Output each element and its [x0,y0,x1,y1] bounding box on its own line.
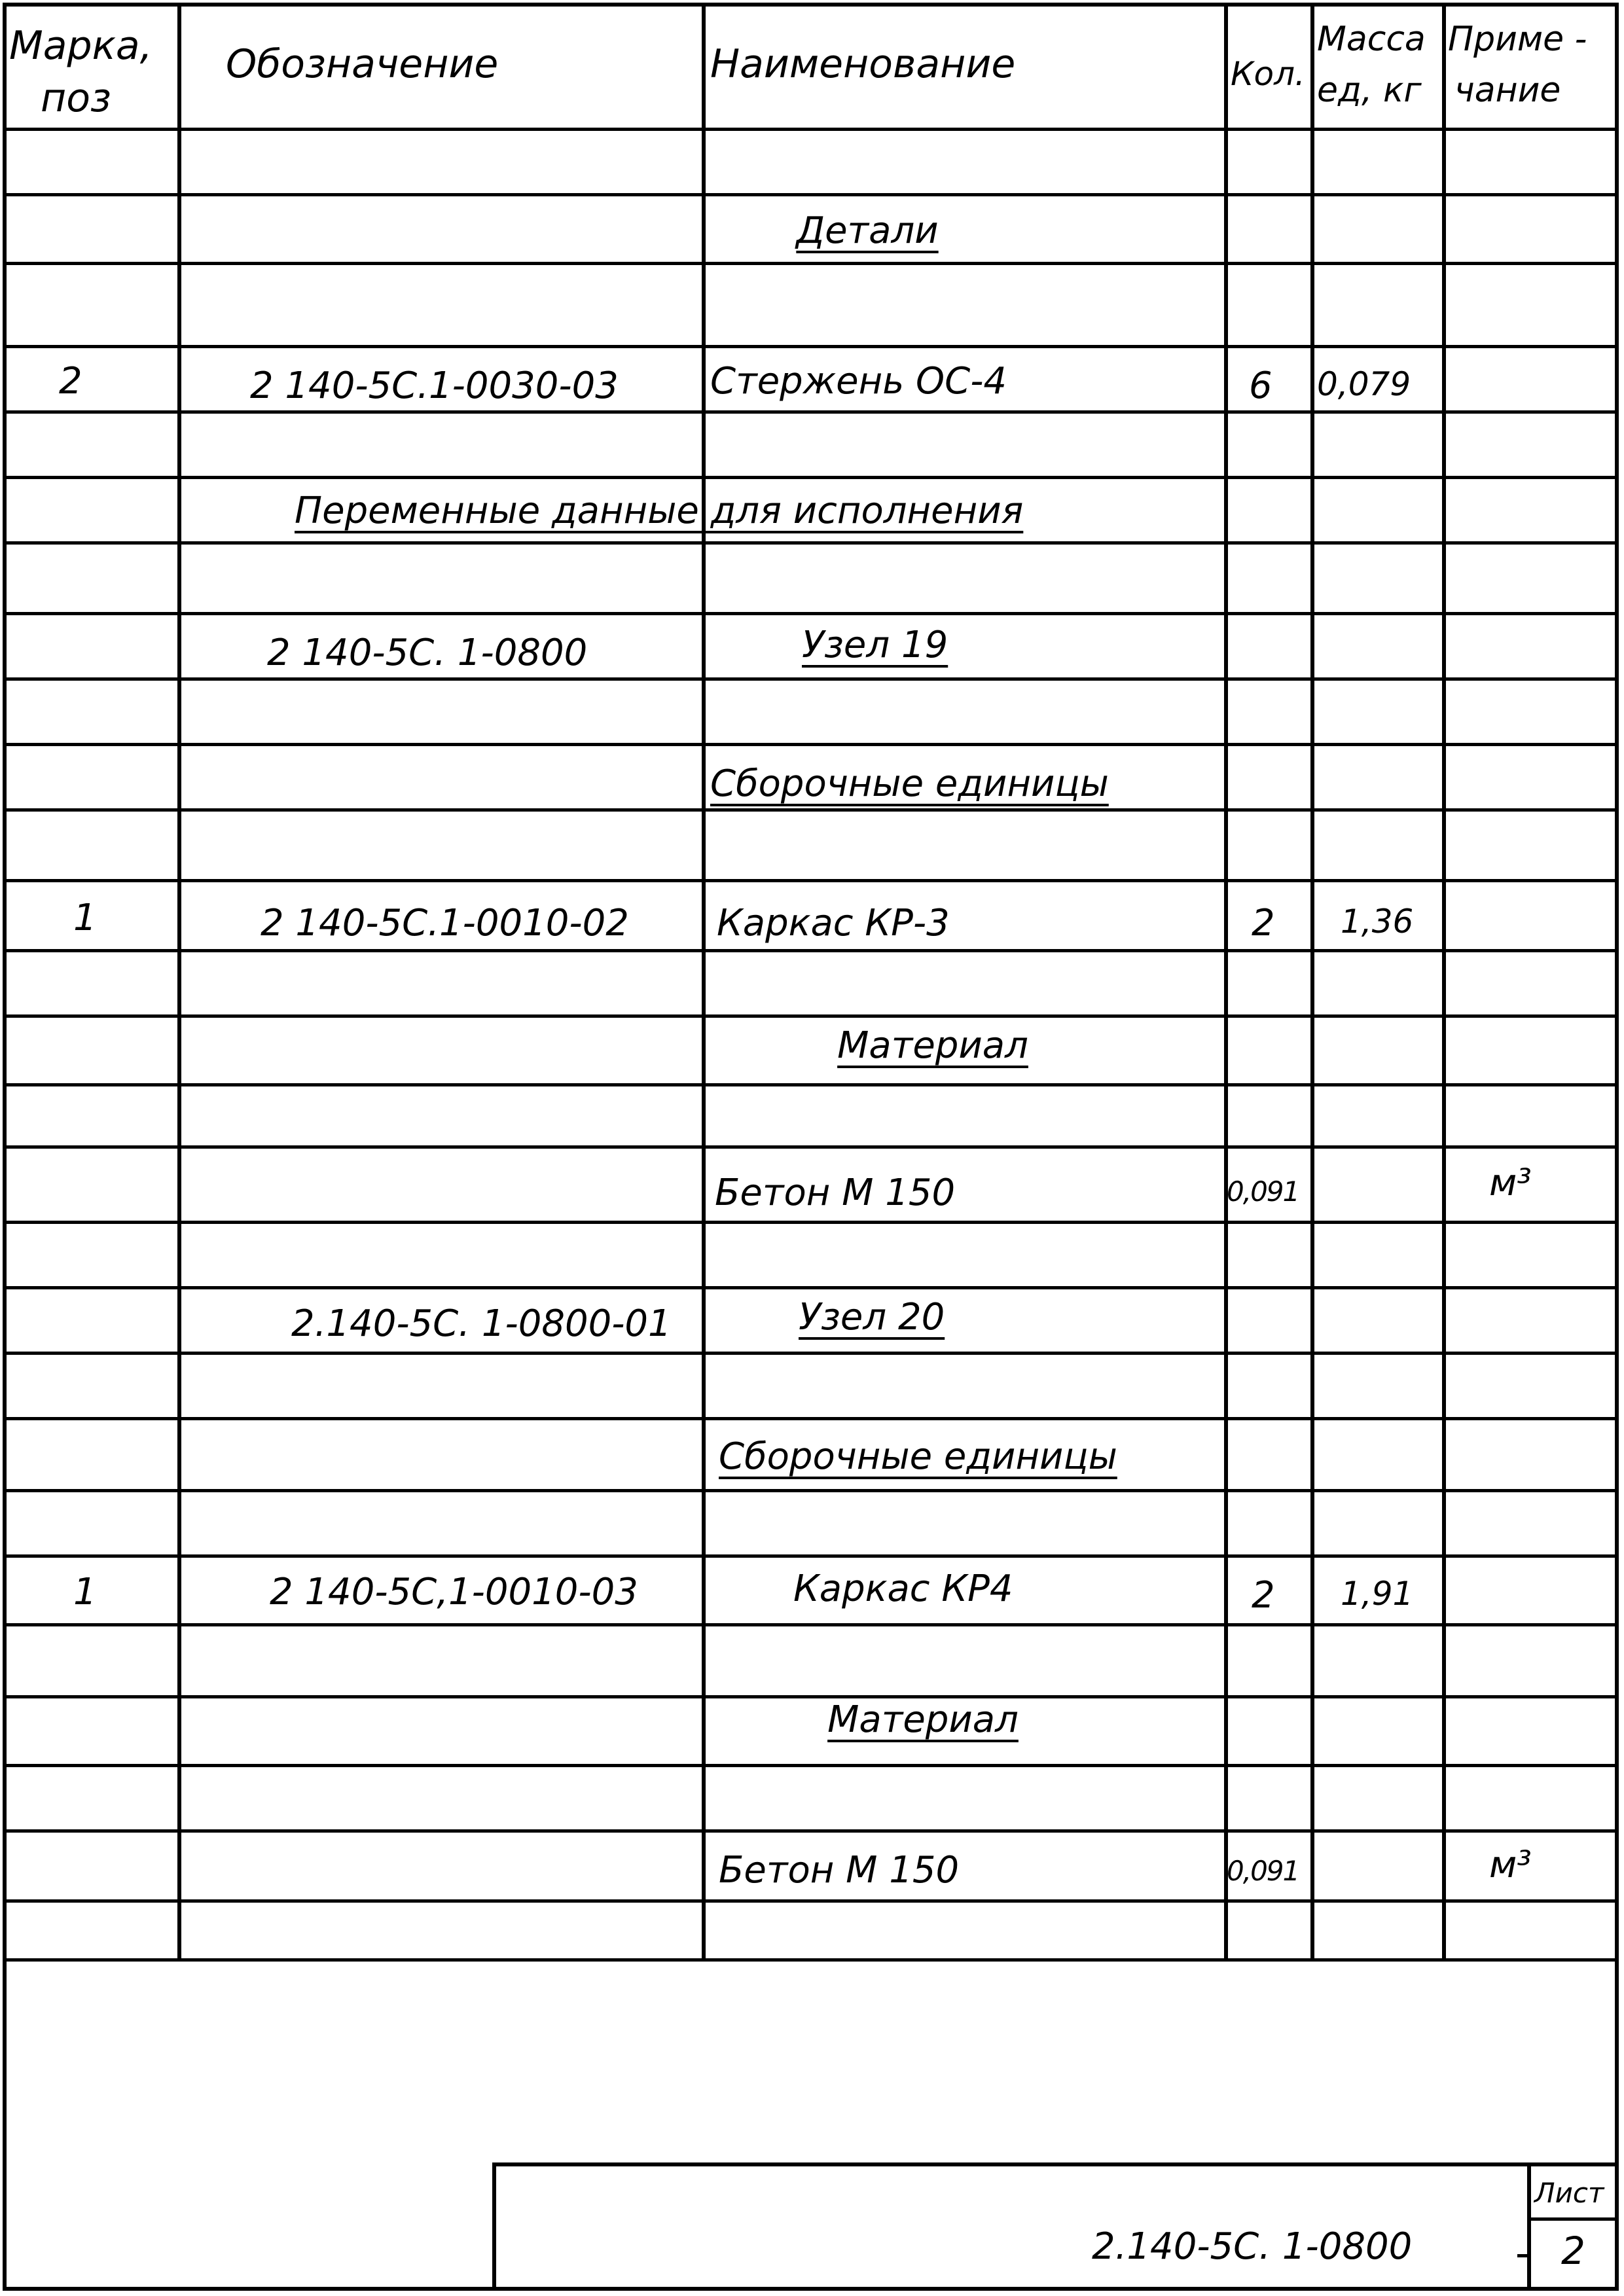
material-section-2: Материал [827,1698,1019,1741]
row7-note: м³ [1489,1844,1532,1886]
assembly-units-1: Сборочные единицы [710,762,1109,805]
row5-designation: 2.140-5С. 1-0800-01 [291,1302,672,1345]
row6-qty: 2 [1252,1574,1275,1617]
row-line [3,1623,1619,1626]
row5-name: Узел 20 [799,1296,945,1338]
header-mark-line1: Марка, [9,23,153,69]
sheet-number: 2 [1561,2229,1585,2273]
title-block-sheet-divider [1527,2162,1531,2291]
title-block-sheet-line [1527,2217,1619,2221]
row-line [3,1764,1619,1767]
row-line [3,345,1619,348]
row6-mark: 1 [73,1571,97,1613]
row2-designation: 2 140-5С. 1-0800 [267,632,588,674]
sheet-label: Лист [1534,2177,1604,2209]
header-note-line2: чание [1454,71,1561,110]
row7-qty: 0,091 [1227,1855,1299,1887]
header-mass-line2: ед, кг [1317,71,1422,110]
row-line [3,1829,1619,1833]
header-name: Наименование [710,41,1016,87]
row-line [3,1695,1619,1698]
row-line [3,1083,1619,1086]
document-code: 2.140-5С. 1-0800 [1092,2225,1413,2268]
row6-designation: 2 140-5С,1-0010-03 [270,1571,638,1613]
row-line [3,1221,1619,1224]
col-line-4 [1310,3,1314,1961]
row1-name: Стержень ОС-4 [710,360,1007,403]
row-line [3,808,1619,812]
variable-data-title: Переменные данные для исполнения [295,490,1024,532]
row3-qty: 2 [1252,902,1275,944]
row3-mass: 1,36 [1341,903,1414,941]
header-mass-line1: Масса [1317,20,1426,59]
col-line-5 [1442,3,1446,1961]
row-line [3,410,1619,414]
header-mark-line2: поз [41,75,111,121]
section-details: Детали [796,209,939,252]
row-line [3,677,1619,681]
row1-mass: 0,079 [1317,365,1411,403]
header-qty: Кол. [1231,55,1305,93]
row-line [3,1014,1619,1018]
row-line [3,1417,1619,1420]
table-bottom-line [3,1958,1619,1962]
title-block [492,2162,1619,2291]
col-line-3 [1224,3,1228,1961]
row-line [3,262,1619,265]
header-note-line1: Приме - [1448,20,1587,59]
row-line [3,743,1619,746]
assembly-units-2: Сборочные единицы [719,1435,1117,1478]
row1-qty: 6 [1249,365,1272,407]
row4-name: Бетон М 150 [715,1172,956,1214]
row-line [3,879,1619,882]
header-bottom-line [3,128,1619,131]
row4-note: м³ [1489,1162,1532,1204]
row2-name: Узел 19 [802,624,948,666]
row-line [3,1352,1619,1355]
row6-mass: 1,91 [1341,1575,1414,1613]
row-line [3,949,1619,952]
row3-designation: 2 140-5С.1-0010-02 [261,902,629,944]
col-line-1 [177,3,181,1961]
row1-mark: 2 [59,360,82,403]
col-line-2 [702,3,706,1961]
row3-name: Каркас КР-3 [717,902,950,944]
row-line [3,612,1619,615]
title-block-sheet-tick [1517,2254,1530,2257]
row1-designation: 2 140-5С.1-0030-03 [250,365,619,407]
row7-name: Бетон М 150 [719,1849,960,1892]
row-line [3,1899,1619,1903]
row-line [3,1489,1619,1492]
row-line [3,1145,1619,1149]
row-line [3,476,1619,479]
row3-mark: 1 [73,897,97,939]
row-line [3,193,1619,196]
row-line [3,541,1619,545]
row-line [3,1554,1619,1558]
header-designation: Обозначение [226,41,499,87]
row4-qty: 0,091 [1227,1175,1299,1208]
row-line [3,1286,1619,1289]
material-section-1: Материал [837,1024,1028,1067]
row6-name: Каркас КР4 [793,1568,1013,1610]
